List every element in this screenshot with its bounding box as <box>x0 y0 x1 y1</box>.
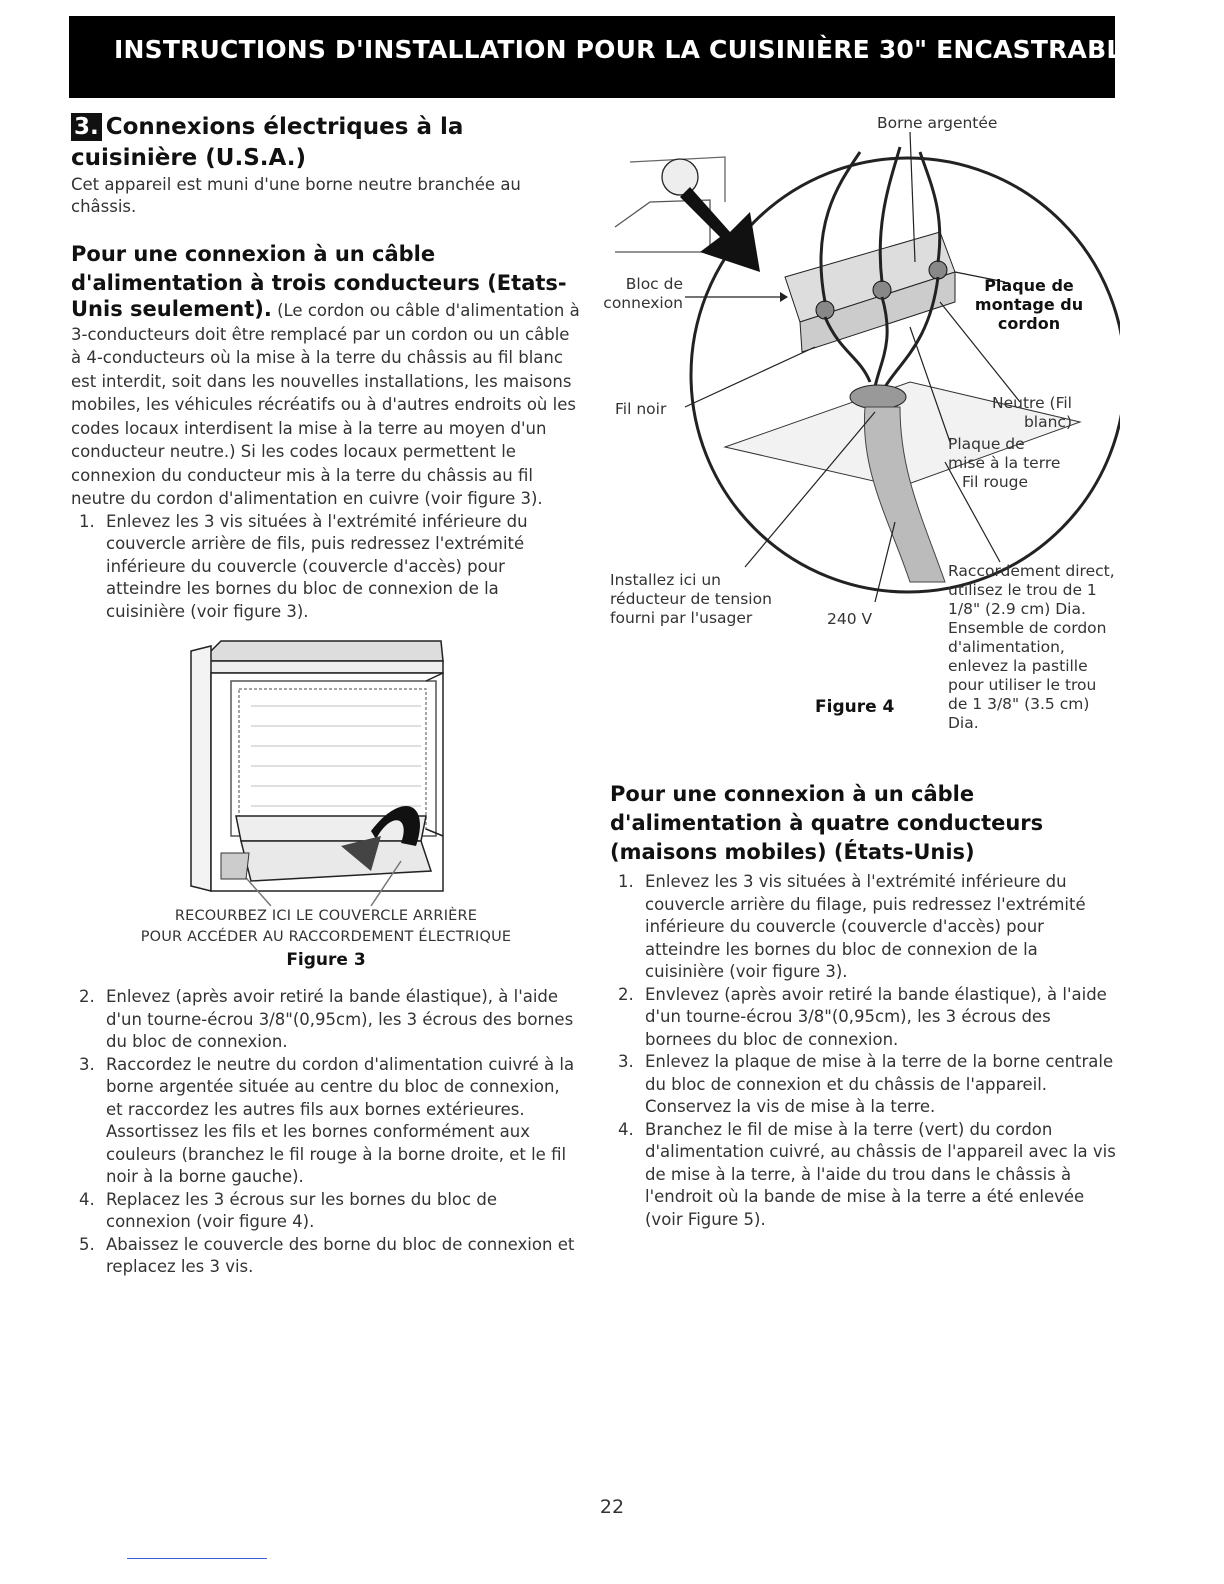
list-item <box>610 871 1120 984</box>
step-text: Branchez le fil de mise à la terre (vert) du cordon d'alimentation cuivré, au châssis de l'appareil avec la vis de mise à la terre, à l'aide du trou dans le châssis à l'endroit où la bande de mise à la terre a été enlevée (voir Figure 5). <box>645 1119 1116 1229</box>
three-wire-body: (Le cordon ou câble d'alimentation à 3-conducteurs doit être remplacé par un cordon ou un câble à 4-conducteurs où la mise à la terre du châssis au fil blanc est interdit, soit dans les nouvelles installations, les maisons mobiles, les véhicules récréatifs ou à d'autres endroits où les codes locaux interdisent la mise à la terre au moyen d'un conducteur neutre.) Si les codes locaux permettent le connexion du conducteur mis à la terre du châssis au fil neutre du cordon d'alimentation en cuivre (voir figure 3). <box>71 301 580 508</box>
step-text: Abaissez le couvercle des borne du bloc de connexion et replacez les 3 vis. <box>106 1234 575 1276</box>
list-item <box>71 1234 581 1279</box>
section-title-line1: Connexions électriques à la <box>105 114 464 140</box>
fig4-label-fil-rouge: Fil rouge <box>962 473 1029 491</box>
right-column <box>603 112 1120 1231</box>
list-item <box>610 1119 1120 1232</box>
section-intro: Cet appareil est muni d'une borne neutre branchée au châssis. <box>71 175 521 216</box>
figure3-label: Figure 3 <box>286 950 366 970</box>
three-wire-heading-line2: d'alimentation à trois conducteurs (Etats- <box>71 271 567 295</box>
range-rear-drawing <box>71 631 581 906</box>
step-text: Raccordez le neutre du cordon d'alimentation cuivré à la borne argentée située au centre du bloc de connexion, et raccordez les autres fils aux bornes extérieures. Assortissez les fils et les bornes conformément aux couleurs (branchez le fil rouge à la borne droite, et le fil noir à la borne gauche). <box>106 1054 575 1186</box>
list-item <box>71 986 581 1054</box>
figure4-illustration <box>603 112 1120 752</box>
step-number: 3. <box>79 1054 95 1074</box>
header-title: INSTRUCTIONS D'INSTALLATION POUR LA CUISINIÈRE 30" ENCASTRABLE <box>114 35 1140 64</box>
page-header-banner <box>69 16 1140 98</box>
three-wire-heading-line1: Pour une connexion à un câble <box>71 242 436 266</box>
four-wire-heading-line3: (maisons mobiles) (États-Unis) <box>610 840 975 864</box>
step-text: Enlevez les 3 vis situées à l'extrémité inférieure du couvercle arrière du filage, puis redressez l'extrémité inférieure du couvercle (couvercle d'accès) pour atteindre les bornes du bloc de connexion de la cuisinière (voir figure 3). <box>645 872 1086 981</box>
step-number: 3. <box>618 1052 634 1071</box>
fig4-label-plaque-montage: Plaque de montage du cordon <box>974 276 1084 333</box>
page-number: 22 <box>599 1496 625 1518</box>
list-item <box>71 1189 581 1234</box>
fig4-label-bloc: Bloc de connexion <box>603 275 683 312</box>
figure3-caption-line1: RECOURBEZ ICI LE COUVERCLE ARRIÈRE <box>174 908 478 924</box>
list-item <box>71 511 581 624</box>
step-number: 1. <box>618 872 634 891</box>
step-number: 4. <box>618 1119 634 1139</box>
figure3-illustration <box>71 631 581 906</box>
footer-divider <box>127 1558 267 1559</box>
list-item <box>71 1054 581 1189</box>
step-number: 5. <box>79 1234 95 1254</box>
step-number: 1. <box>79 511 95 531</box>
four-wire-steps-list <box>610 871 1120 1231</box>
step-text: Enlevez la plaque de mise à la terre de la borne centrale du bloc de connexion et du châssis de l'appareil. Conservez la vis de mise à la terre. <box>645 1052 1114 1116</box>
fig4-label-borne: Borne argentée <box>877 114 998 132</box>
step-text: Replacez les 3 écrous sur les bornes du bloc de connexion (voir figure 4). <box>106 1189 497 1231</box>
fig4-label-installez: Installez ici un réducteur de tension fourni par l'usager <box>610 571 772 627</box>
step-number: 2. <box>618 984 634 1004</box>
four-wire-heading-line1: Pour une connexion à un câble <box>610 782 975 806</box>
left-column <box>71 112 581 1279</box>
step-text: Envlevez (après avoir retiré la bande élastique), à l'aide d'un tourne-écrou 3/8"(0,95cm), les 3 écrous des bornees du bloc de connexion. <box>645 984 1107 1049</box>
three-wire-heading-line3: Unis seulement). <box>71 297 272 321</box>
four-wire-heading <box>610 780 1120 867</box>
step-number: 4. <box>79 1189 95 1209</box>
section-number-badge: 3. <box>71 113 102 141</box>
figure3-caption-line2: POUR ACCÉDER AU RACCORDEMENT ÉLECTRIQUE <box>140 929 512 945</box>
four-wire-heading-line2: d'alimentation à quatre conducteurs <box>610 811 1044 835</box>
list-item <box>610 1051 1120 1119</box>
fig4-label-plaque-terre: Plaque de mise à la terre <box>948 435 1061 472</box>
figure4-label: Figure 4 <box>815 697 895 717</box>
step-text: Enlevez (après avoir retiré la bande élastique), à l'aide d'un tourne-écrou 3/8"(0,95cm), les 3 écrous des bornes du bloc de connexion. <box>106 987 574 1051</box>
fig4-label-fil-noir: Fil noir <box>615 400 667 418</box>
fig4-label-raccordement: Raccordement direct, utilisez le trou de 1 1/8" (2.9 cm) Dia. Ensemble de cordon d'alimentation, enlevez la pastille pour utiliser le trou de 1 3/8" (3.5 cm) Dia. <box>948 562 1115 732</box>
step-text: Enlevez les 3 vis situées à l'extrémité inférieure du couvercle arrière de fils, puis redressez l'extrémité inférieure du couvercle (couvercle d'accès) pour atteindre les bornes du bloc de connexion de la cuisinière (voir figure 3). <box>106 511 528 621</box>
section-title-line2: cuisinière (U.S.A.) <box>71 145 306 171</box>
fig4-label-neutre: Neutre (Fil blanc) <box>992 394 1072 431</box>
three-wire-paragraph <box>71 298 581 511</box>
list-item <box>610 984 1120 1052</box>
three-wire-step1-list <box>71 511 581 624</box>
three-wire-heading <box>71 240 581 298</box>
section-title <box>71 112 581 174</box>
three-wire-steps-list <box>71 986 581 1279</box>
step-number: 2. <box>79 987 95 1006</box>
fig4-label-voltage: 240 V <box>827 610 873 628</box>
